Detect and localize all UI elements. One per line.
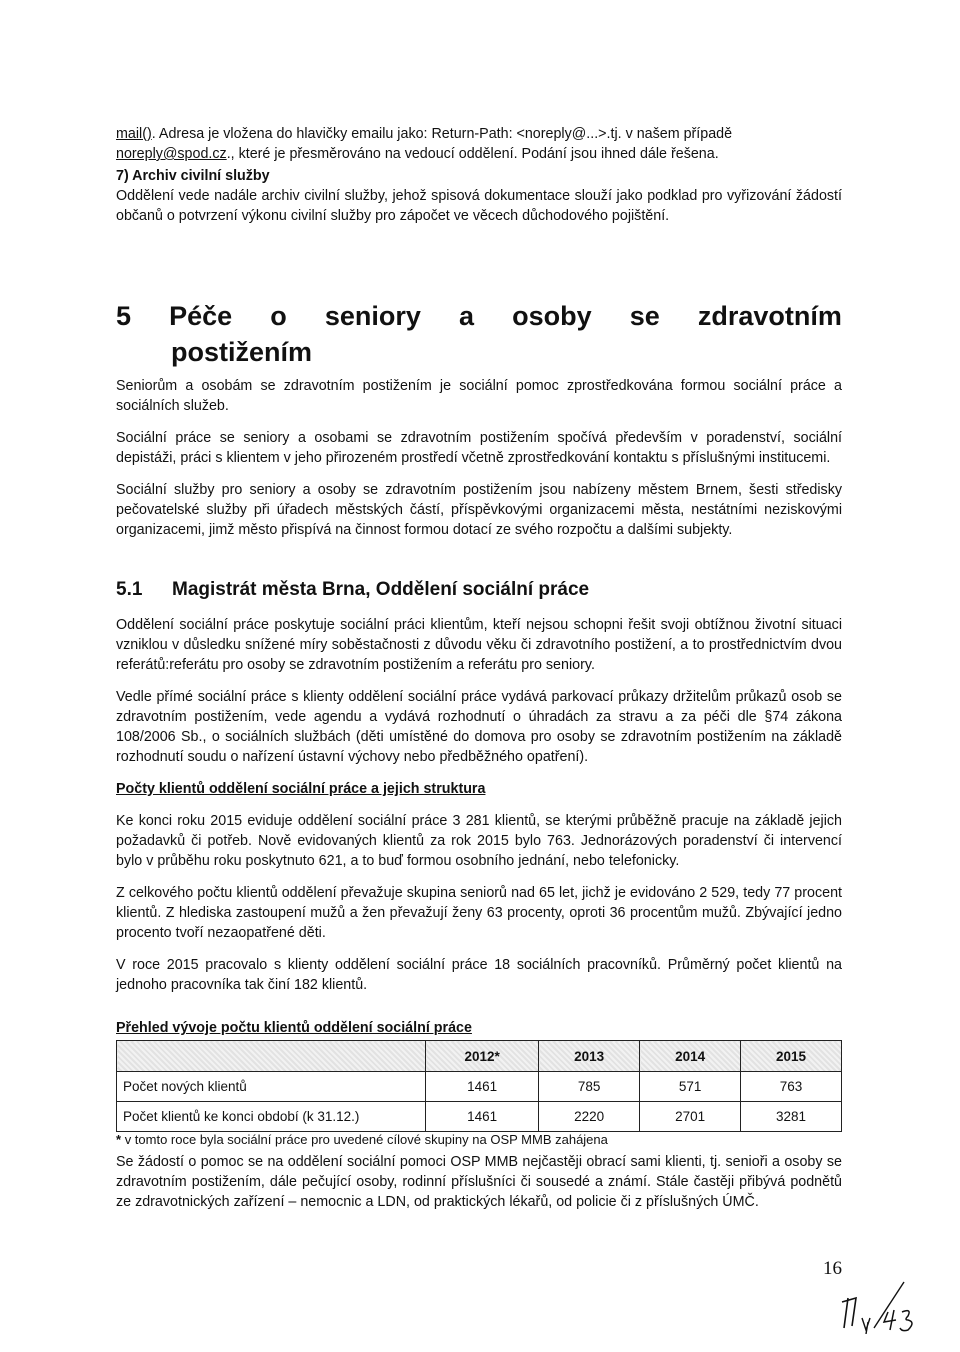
closing-paragraph: Se žádostí o pomoc se na oddělení sociální pomoci OSP MMB nejčastěji obrací sami klienti, tj. senioři a osoby se zdravotním postižením, dále pečující osoby, rodinní příslušníci či sousedé a známí. Stále častěji přibývá podnětů ze zdravotnických zařízení – nemocnic a LDN, od praktických lékařů, od policie či z příslušných ÚMČ.: [116, 1154, 842, 1210]
section-paragraph-3: Ke konci roku 2015 eviduje oddělení sociální práce 3 281 klientů, se kterými průběžně pracuje na základě jejich požadavků či potřeb. Nově evidovaných klientů za rok 2015 bylo 763. Jednorázových poradenství či intervencí bylo v průběhu roku poskytnuto 621, a to buď formou osobního jednání, nebo telefonicky.: [116, 813, 842, 869]
chapter-heading-line-1: [116, 298, 842, 334]
section-heading: [116, 577, 842, 603]
table-header-cell: 2015: [741, 1041, 842, 1072]
chapter-paragraph-3: Sociální služby pro seniory a osoby se zdravotním postižením jsou nabízeny městem Brnem, šesti středisky pečovatelské služby při úřadech městských částí, příspěvkovými organizacemi města, nestátními neziskovými organizacemi, jimž město přispívá na činnost formou dotací ze svého rozpočtu a dalšími subjekty.: [116, 482, 842, 538]
table-header-cell: 2014: [640, 1041, 741, 1072]
chapter-paragraph-1: Seniorům a osobám se zdravotním postižením je sociální pomoc zprostředkována formou sociální práce a sociálních služeb.: [116, 378, 842, 414]
archiv-body: Oddělení vede nadále archiv civilní služby, jehož spisová dokumentace slouží jako podklad pro vyřizování žádostí občanů o potvrzení výkonu civilní služby pro zápočet ve věcech důchodového pojištění.: [116, 188, 842, 224]
section-paragraph-5: V roce 2015 pracovalo s klienty oddělení sociální práce 18 sociálních pracovníků. Průměrný počet klientů na jednoho pracovníka tak činí 182 klientů.: [116, 957, 842, 993]
heading-word: a: [459, 301, 475, 331]
heading-word: 5: [116, 301, 132, 331]
section-title: Magistrát města Brna, Oddělení sociální práce: [172, 579, 590, 600]
page-number: 16: [823, 1258, 842, 1279]
table-cell: 1461: [426, 1072, 539, 1102]
section-paragraph-1: Oddělení sociální práce poskytuje sociální práci klientům, kteří nejsou schopni řešit svoji obtížnou životní situaci vzniklou v důsledku snížené míry soběstačnosti z důvodu věku či zdravotního postižení, a to prostřednictvím dvou referátů:referátu pro osoby se zdravotním postižením a referátu pro seniory.: [116, 617, 842, 673]
chapter-body: [116, 376, 842, 540]
mail-link[interactable]: mail(): [116, 126, 152, 142]
table-header-cell: 2013: [539, 1041, 640, 1072]
chapter-heading-line-2: postižením: [171, 337, 313, 367]
table-cell: Počet nových klientů: [117, 1072, 426, 1102]
heading-word: seniory: [324, 301, 421, 331]
section-paragraph-2: Vedle přímé sociální práce s klienty oddělení sociální práce vydává parkovací průkazy držitelům průkazů osob se zdravotním postižením, vede agendu a vydává rozhodnutí o úhradách za stravu a za péči dle §74 zákona 108/2006 Sb., o sociálních službách (děti umístěné do domova pro osoby se zdravotním postižením na základě rozhodnutí soudu o nařízení ústavní výchovy nebo předběžného opatření).: [116, 689, 842, 765]
table-header-row: [117, 1041, 842, 1072]
table-cell: 763: [741, 1072, 842, 1102]
noreply-link[interactable]: noreply@spod.cz: [116, 146, 227, 162]
section-paragraph-4: Z celkového počtu klientů oddělení převažuje skupina seniorů nad 65 let, jichž je evidováno 2 529, tedy 77 procent klientů. Z hlediska zastoupení mužů a žen převažují ženy 63 procenty, oproti 36 procentům mužů. Zbývající jedno procento tvoří nezaopatřené děti.: [116, 885, 842, 941]
footnote-text: v tomto roce byla sociální práce pro uvedené cílové skupiny na OSP MMB zahájena: [124, 1132, 608, 1147]
table-cell: 2220: [539, 1102, 640, 1132]
table-cell: Počet klientů ke konci období (k 31.12.): [117, 1102, 426, 1132]
chapter-heading: [116, 298, 842, 370]
chapter-paragraph-2: Sociální práce se seniory a osobami se zdravotním postižením spočívá především v poradenství, sociální depistáži, práci s klientem v jeho přirozeném prostředí včetně zprostředkování kontaktu s příslušnými institucemi.: [116, 430, 842, 466]
table-footnote: [116, 1131, 842, 1149]
footnote-mark: *: [116, 1132, 122, 1147]
table-cell: 3281: [741, 1102, 842, 1132]
intro-line-2-text: ., které je přesměrováno na vedoucí oddělení. Podání jsou ihned dále řešena.: [226, 146, 719, 162]
table-cell: 785: [539, 1072, 640, 1102]
intro-line-1: [116, 124, 842, 144]
table-cell: 571: [640, 1072, 741, 1102]
heading-word: o: [270, 301, 287, 331]
subheading: Počty klientů oddělení sociální práce a jejich struktura: [116, 781, 486, 797]
heading-word: se: [629, 301, 660, 331]
table-title: Přehled vývoje počtu klientů oddělení sociální práce: [116, 1020, 472, 1036]
intro-line-2: [116, 144, 842, 164]
table-row: [117, 1072, 842, 1102]
table-header-cell: 2012*: [426, 1041, 539, 1072]
handwritten-signature-icon: [830, 1278, 930, 1334]
heading-word: Péče: [169, 301, 233, 331]
archiv-heading: 7) Archiv civilní služby: [116, 168, 270, 184]
table-header-cell: [117, 1041, 426, 1072]
heading-word: zdravotním: [697, 301, 842, 331]
heading-word: osoby: [512, 301, 592, 331]
clients-table: [116, 1040, 842, 1132]
table-row: [117, 1102, 842, 1132]
section-number: 5.1: [116, 579, 143, 600]
intro-line-1-text: . Adresa je vložena do hlavičky emailu jako: Return-Path: <noreply@...>.tj. v našem případě: [151, 126, 733, 142]
handwritten-note: [830, 1278, 930, 1339]
table-cell: 1461: [426, 1102, 539, 1132]
table-cell: 2701: [640, 1102, 741, 1132]
section-5-1: [116, 577, 842, 995]
